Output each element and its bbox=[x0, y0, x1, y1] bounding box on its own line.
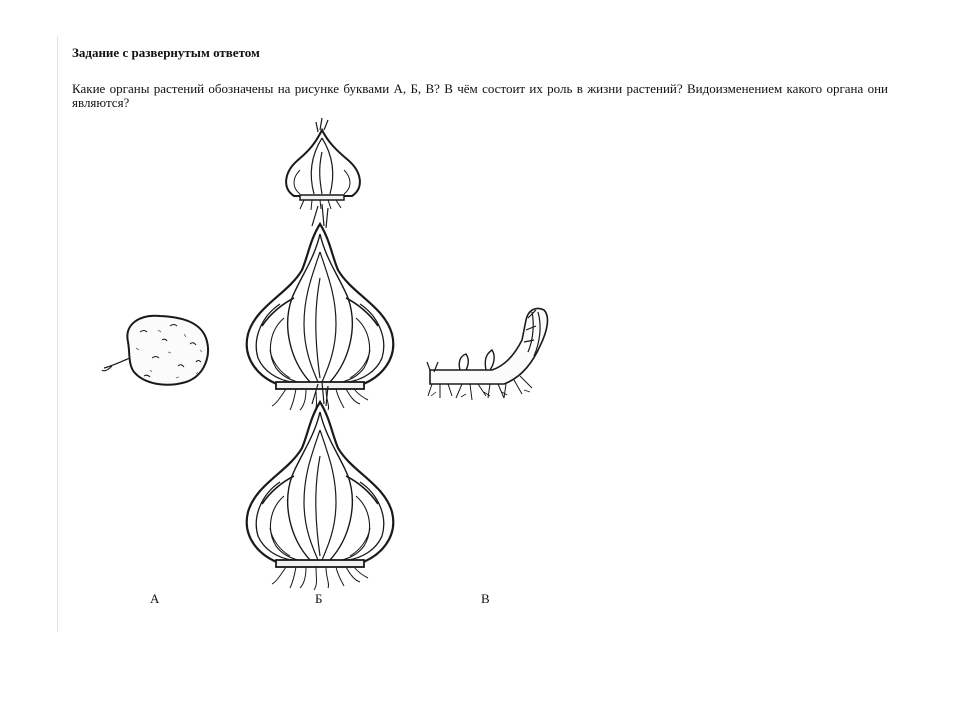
figure-label-a: А bbox=[150, 591, 160, 606]
figure-label-v: В bbox=[481, 591, 490, 606]
potato-tuber-icon bbox=[102, 316, 208, 385]
task-heading: Задание с развернутым ответом bbox=[72, 45, 260, 60]
rhizome-icon bbox=[427, 308, 547, 400]
question-line-1: Какие органы растений обозначены на рисунке буквами А, Б, В? В чём состоит их роль в жизни растений? Видоизменением какого bbox=[72, 81, 823, 96]
question-line-2: органа они являются? bbox=[72, 81, 889, 110]
onion-bulb-icon bbox=[247, 118, 394, 590]
figure-label-b: Б bbox=[315, 591, 323, 606]
